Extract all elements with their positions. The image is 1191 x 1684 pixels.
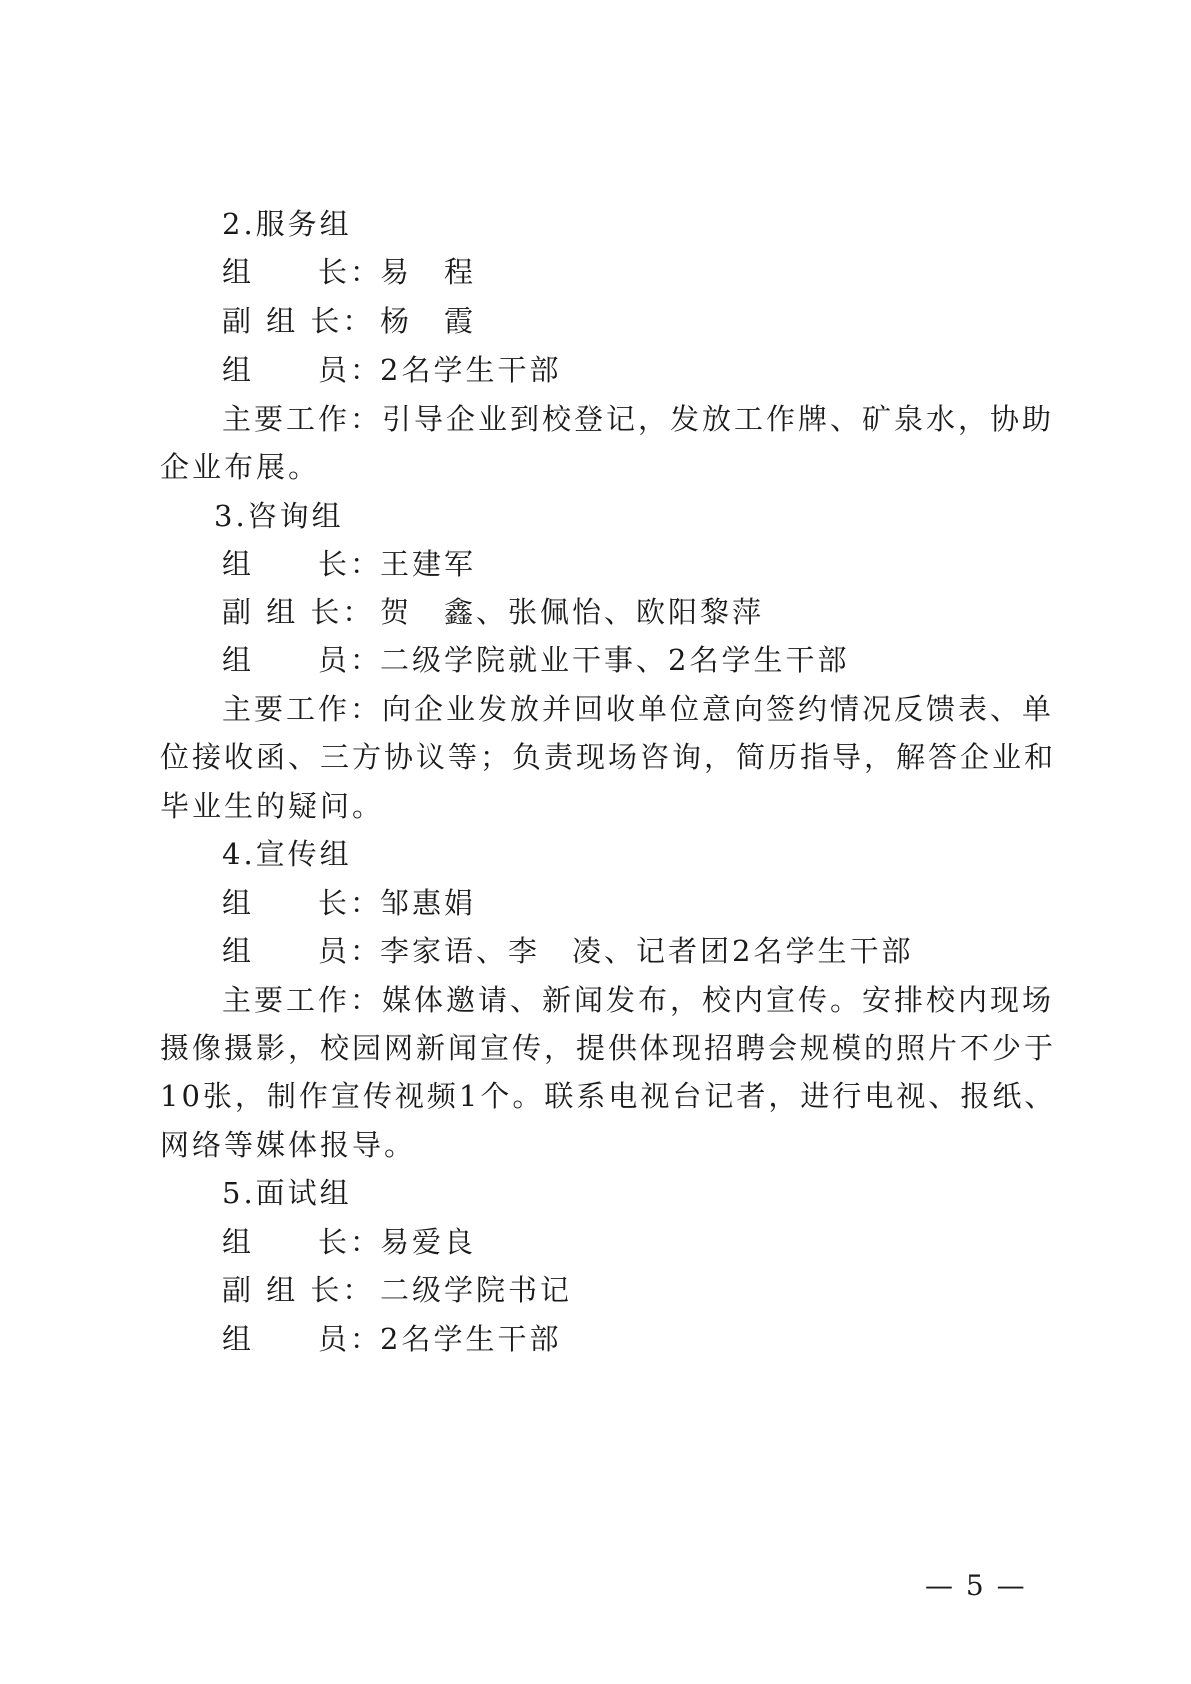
deputy-value: 二级学院书记 [380,1273,573,1307]
page-number: — 5 — [925,1569,1027,1602]
leader-label: 组 长： [222,1225,383,1259]
section-heading-consulting: 3.咨询组 [214,499,344,533]
deputy-label: 副 组 长： [222,304,375,338]
publicity-members-row [222,925,1102,977]
members-value: 2名学生干部 [380,353,562,387]
consulting-work-line-2: 位接收函、三方协议等；负责现场咨询，简历指导，解答企业和 [160,740,1057,774]
members-value: 李家语、李 凌、记者团2名学生干部 [380,934,914,968]
service-work-line-2: 企业布展。 [160,450,321,484]
consulting-deputy-row [222,586,1102,638]
leader-label: 组 长： [222,886,383,920]
publicity-leader-row [222,877,1102,929]
publicity-work-line-4: 网络等媒体报导。 [160,1128,417,1162]
deputy-value: 杨 霞 [380,304,477,338]
section-heading-interview: 5.面试组 [222,1176,352,1210]
section-heading-service: 2.服务组 [222,207,352,241]
leader-value: 易 程 [380,255,477,289]
members-value: 二级学院就业干事、2名学生干部 [380,643,850,677]
members-label: 组 员： [222,643,383,677]
leader-label: 组 长： [222,255,383,289]
interview-members-row [222,1313,1102,1365]
interview-leader-row [222,1216,1102,1268]
section-heading-publicity: 4.宣传组 [222,837,352,871]
publicity-work-line-3: 10张，制作宣传视频1个。联系电视台记者，进行电视、报纸、 [160,1079,1057,1113]
service-leader-row [222,246,1102,298]
consulting-work-line-1: 主要工作：向企业发放并回收单位意向签约情况反馈表、单 [222,692,1055,726]
service-deputy-row [222,295,1102,347]
service-work-line-1: 主要工作：引导企业到校登记，发放工作牌、矿泉水，协助 [222,402,1055,436]
deputy-value: 贺 鑫、张佩怡、欧阳黎萍 [380,595,765,629]
members-label: 组 员： [222,1322,383,1356]
deputy-label: 副 组 长： [222,595,375,629]
consulting-work-line-3: 毕业生的疑问。 [160,789,385,823]
members-value: 2名学生干部 [380,1322,562,1356]
publicity-work-line-2: 摄像摄影，校园网新闻宣传，提供体现招聘会规模的照片不少于 [160,1031,1057,1065]
interview-deputy-row [222,1264,1102,1316]
leader-value: 易爱良 [380,1225,477,1259]
members-label: 组 员： [222,353,383,387]
deputy-label: 副 组 长： [222,1273,375,1307]
leader-value: 邹惠娟 [380,886,477,920]
consulting-members-row [222,634,1102,686]
members-label: 组 员： [222,934,383,968]
publicity-work-line-1: 主要工作：媒体邀请、新闻发布，校内宣传。安排校内现场 [222,983,1055,1017]
service-members-row [222,344,1102,396]
leader-label: 组 长： [222,547,383,581]
leader-value: 王建军 [380,547,477,581]
consulting-leader-row [222,538,1102,590]
